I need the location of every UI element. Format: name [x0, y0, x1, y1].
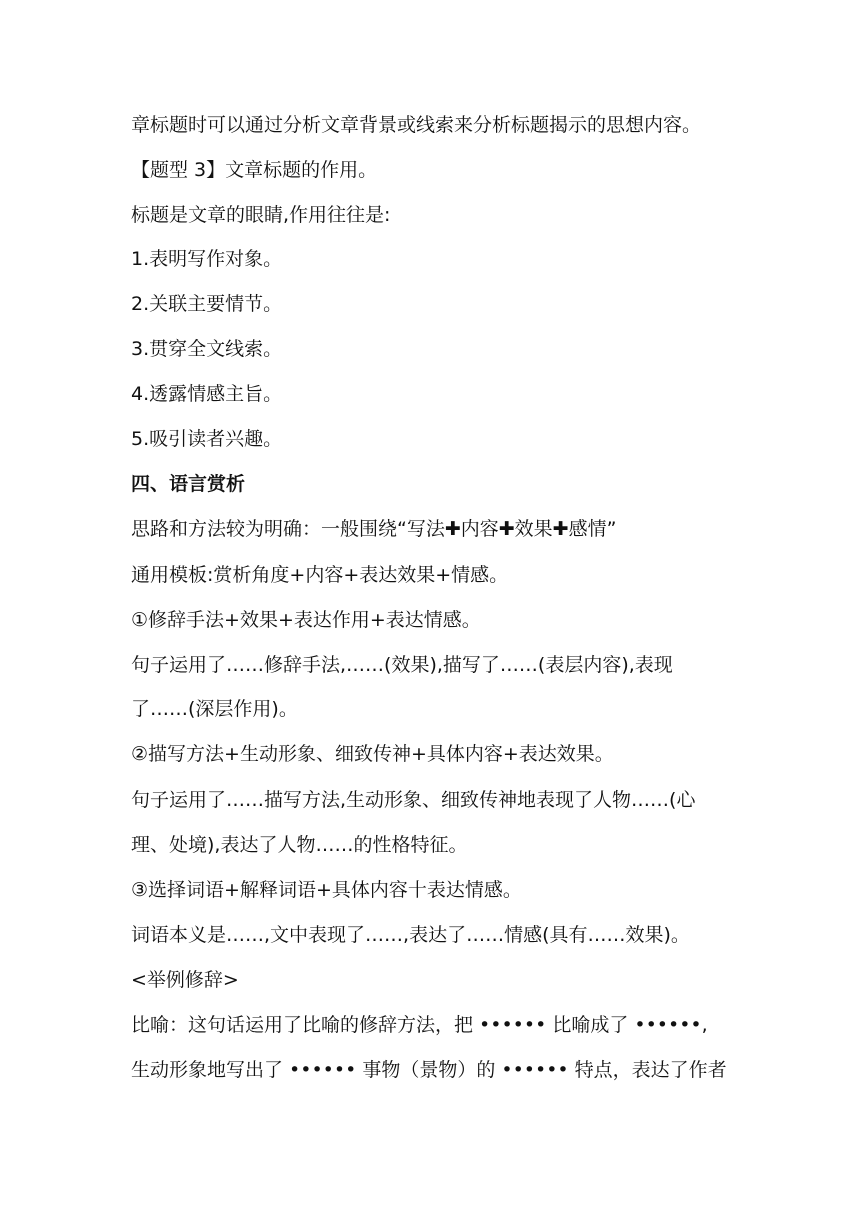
text-line: 生动形象地写出了 •••••• 事物（景物）的 •••••• 特点，表达了作者: [131, 1059, 727, 1081]
text-line: 句子运用了……修辞手法,……(效果),描写了……(表层内容),表现: [131, 654, 673, 676]
text-line: ①修辞手法+效果+表达作用+表达情感。: [131, 609, 481, 631]
section-heading: 四、语言赏析: [131, 473, 246, 495]
text-line: 思路和方法较为明确：一般围绕“写法✚内容✚效果✚感情”: [131, 518, 617, 540]
text-line: 通用模板:赏析角度+内容+表达效果+情感。: [131, 564, 509, 586]
text-line: ②描写方法+生动形象、细致传神+具体内容+表达效果。: [131, 743, 614, 765]
text-line: ③选择词语+解释词语+具体内容十表达情感。: [131, 879, 522, 901]
text-line: 了……(深层作用)。: [131, 698, 298, 720]
text-line: 【题型 3】文章标题的作用。: [131, 159, 378, 181]
text-line: 比喻：这句话运用了比喻的修辞方法，把 •••••• 比喻成了 ••••••,: [131, 1014, 708, 1036]
text-line: 句子运用了……描写方法,生动形象、细致传神地表现了人物……(心: [131, 789, 696, 811]
text-line: 词语本义是……,文中表现了……,表达了……情感(具有……效果)。: [131, 924, 690, 946]
list-item: 1.表明写作对象。: [131, 248, 283, 270]
list-item: 5.吸引读者兴趣。: [131, 428, 283, 450]
text-line: 理、处境),表达了人物……的性格特征。: [131, 834, 468, 856]
text-line: 章标题时可以通过分析文章背景或线索来分析标题揭示的思想内容。: [131, 114, 702, 136]
list-item: 3.贯穿全文线索。: [131, 338, 283, 360]
text-line: 标题是文章的眼睛,作用往往是:: [131, 204, 391, 226]
list-item: 2.关联主要情节。: [131, 293, 283, 315]
text-line: <举例修辞>: [131, 969, 239, 991]
list-item: 4.透露情感主旨。: [131, 383, 283, 405]
